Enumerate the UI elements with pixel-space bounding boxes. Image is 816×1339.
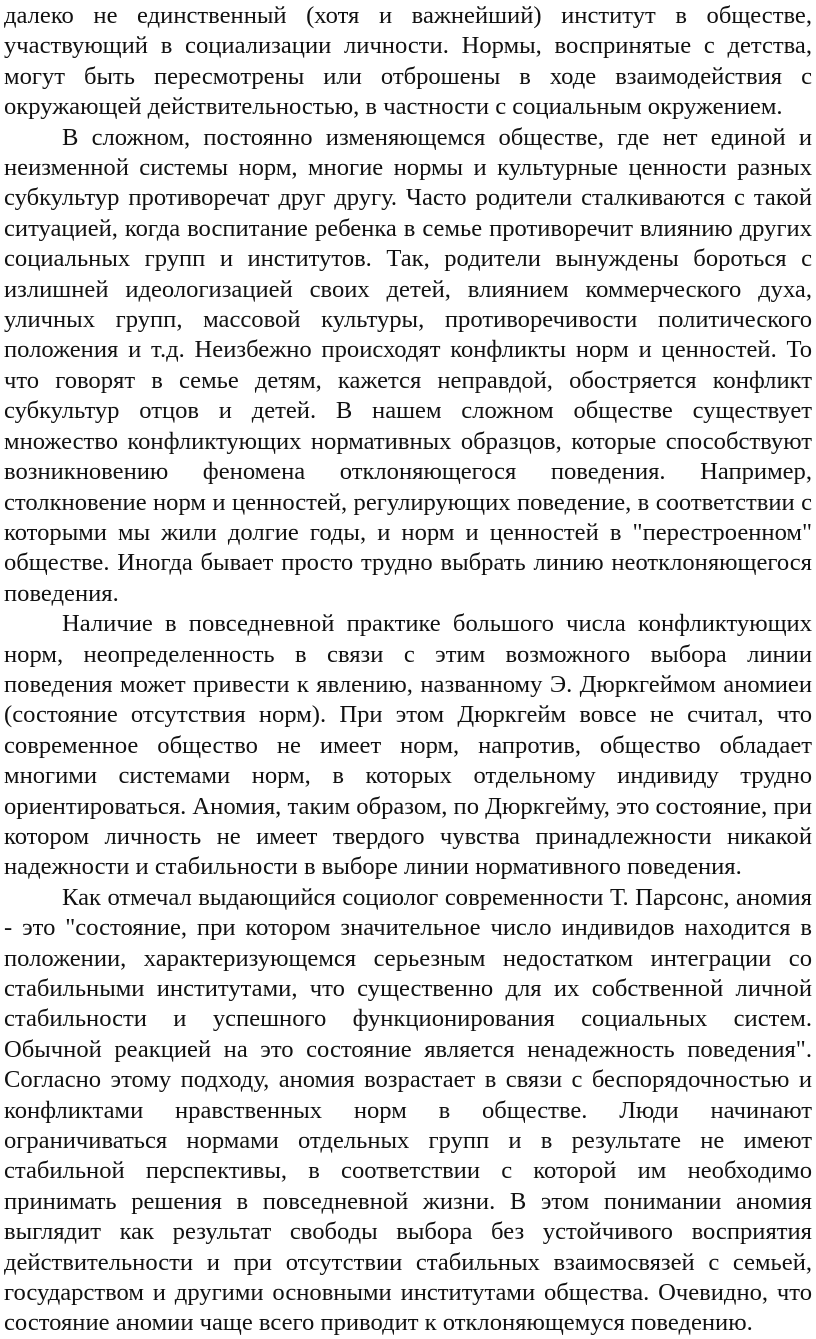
paragraph-norm-conflict: В сложном, постоянно изменяющемся обществе, где нет единой и неизменной системы норм, многие нормы и культурные ценности разных субкультур противоречат друг другу. Часто родители сталкиваются с такой ситуацией, когда воспитание ребенка в семье противоречит влиянию других социальных групп и институтов. Так, родители вынуждены бороться с излишней идеологизацией своих детей, влиянием коммерческого духа, уличных групп, массовой культуры, противоречивости политического положения и т.д. Неизбежно происходят конфликты норм и ценностей. То что говорят в семье детям, кажется неправдой, обостряется конфликт субкультур отцов и детей. В нашем сложном обществе существует множество конфликтующих нормативных образцов, которые способствуют возникновению феномена отклоняющегося поведения. Например, столкновение норм и ценностей, регулирующих поведение, в соответствии с которыми мы жили долгие годы, и норм и ценностей в "перестроенном" обществе. Иногда бывает просто трудно выбрать линию неотклоняющегося поведения. [4, 123, 812, 607]
document-body [4, 1, 812, 1339]
paragraph-continued: далеко не единственный (хотя и важнейший) институт в обществе, участвующий в социализации личности. Нормы, воспринятые с детства, могут быть пересмотрены или отброшены в ходе взаимодействия с окружающей действительностью, в частности с социальным окружением. [4, 2, 812, 121]
paragraph-parsons-anomie: Как отмечал выдающийся социолог современности Т. Парсонс, аномия - это "состояние, при котором значительное число индивидов находится в положении, характеризующемся серьезным недостатком интеграции со стабильными институтами, что существенно для их собственной личной стабильности и успешного функционирования социальных систем. Обычной реакцией на это состояние является ненадежность поведения". Согласно этому подходу, аномия возрастает в связи с беспорядочностью и конфликтами нравственных норм в обществе. Люди начинают ограничиваться нормами отдельных групп и в результате не имеют стабильной перспективы, в соответствии с которой им необходимо принимать решения в повседневной жизни. В этом понимании аномия выглядит как результат свободы выбора без устойчивого восприятия действительности и при отсутствии стабильных взаимосвязей с семьей, государством и другими основными институтами общества. Очевидно, что состояние аномии чаще всего приводит к отклоняющемуся поведению. [4, 883, 812, 1337]
paragraph-durkheim-anomie: Наличие в повседневной практике большого числа конфликтующих норм, неопределенность в связи с этим возможного выбора линии поведения может привести к явлению, названному Э. Дюркгеймом аномиеи (состояние отсутствия норм). При этом Дюркгейм вовсе не считал, что современное общество не имеет норм, напротив, общество обладает многими системами норм, в которых отдельному индивиду трудно ориентироваться. Аномия, таким образом, по Дюркгейму, это состояние, при котором личность не имеет твердого чувства принадлежности никакой надежности и стабильности в выборе линии нормативного поведения. [4, 610, 812, 881]
